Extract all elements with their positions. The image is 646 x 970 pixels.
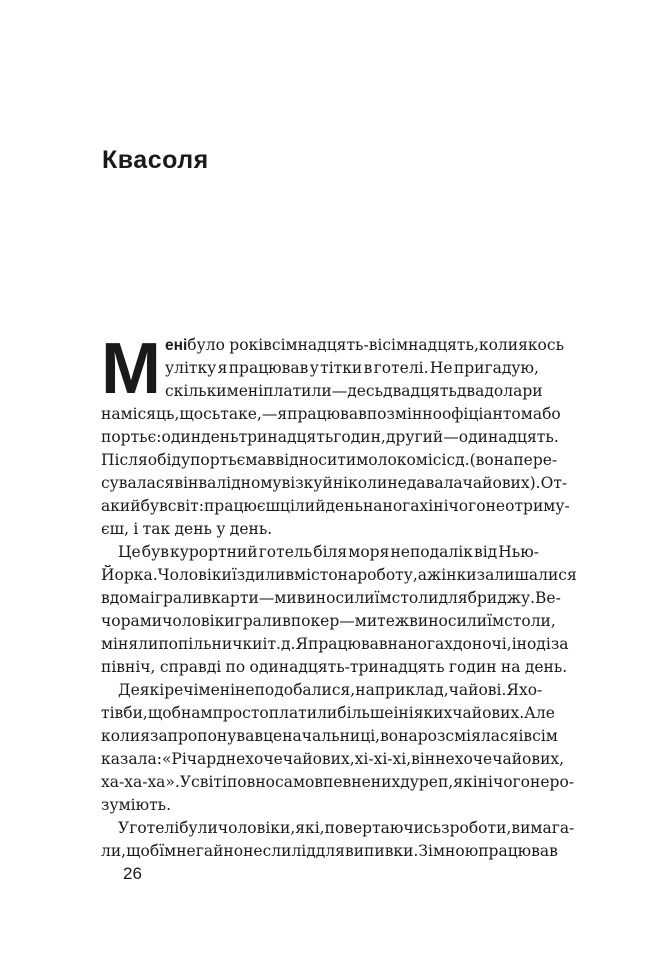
word: ха-ха-ха». [101,773,180,791]
word: світі [191,773,227,791]
word: день [201,428,239,446]
word: був [140,497,168,515]
word: двадцять [383,382,457,400]
word: готелі. [373,359,429,377]
word: день. [229,520,273,538]
word: нам [180,704,213,722]
text-line [101,334,565,357]
word: У [118,819,130,837]
word: коли [101,727,141,745]
word: чоловіки, [217,819,296,837]
word: світ: [167,497,204,515]
word: Нью- [498,543,539,561]
word: вимага- [511,819,575,837]
word: в [174,474,184,492]
word: й [322,474,333,492]
word: ро- [549,773,575,791]
word: щоб [126,842,160,860]
word: сувалася [101,474,175,492]
run-in-text: ені [165,337,188,354]
word: їм [487,612,505,630]
word: д. [280,635,296,653]
word: годин [448,658,497,676]
word: просто [212,704,269,722]
word: я [277,405,288,423]
word: годин, [333,428,386,446]
page-number: 26 [123,864,142,883]
word: працював [307,635,388,653]
word: від [473,543,498,561]
word: не [530,773,550,791]
word: нічого [433,497,486,515]
word: столи, [504,612,556,630]
word: мною [432,842,479,860]
word: щоб [147,704,181,722]
word: і [428,497,434,515]
word: мені [226,382,264,400]
word: так [142,520,171,538]
word: на [337,566,358,584]
text-line [101,403,561,426]
word: не [235,681,255,699]
word: для [438,589,468,607]
word: вдома [101,589,150,607]
word: Чоловіки [157,566,232,584]
word: другий [385,428,444,446]
text-line [101,426,559,449]
word: От- [540,474,568,492]
word: в [363,359,373,377]
word: був [141,543,169,561]
word: день. [524,658,568,676]
word: долари [484,382,543,400]
word: мав [245,451,276,469]
word: працював [228,359,309,377]
word: тів [101,704,124,722]
word: ли, [101,842,127,860]
word: покер [290,612,340,630]
word: тітки [320,359,363,377]
word: у [216,520,226,538]
word: Ве- [535,589,561,607]
word: виносили [296,589,375,607]
word: на [362,497,383,515]
word: чайові. [448,681,507,699]
word: — [261,405,278,423]
word: день [174,520,212,538]
word: попільнички [158,635,263,653]
word: для [315,842,345,860]
word: т. [267,635,281,653]
word: працюєш [203,497,280,515]
word: випивки. [344,842,419,860]
word: пере- [513,451,558,469]
word: років [229,336,272,354]
chapter-title: Квасоля [102,146,209,174]
word: на [101,405,121,423]
word: лід [291,842,316,860]
body-text [101,329,577,863]
word: не [435,750,455,768]
word: теж [377,612,410,630]
text-line [101,541,539,564]
word: несли [243,842,292,860]
word: грали [234,612,283,630]
word: справді [159,658,222,676]
word: платили [268,704,338,722]
word: моря [348,543,390,561]
word: пригадую, [453,359,539,377]
word: казала: [101,750,162,768]
word: — [443,428,459,446]
word: Йорка. [101,566,158,584]
word: грали [154,589,203,607]
word: це [263,727,283,745]
word: Деякі [118,681,165,699]
word: і [518,727,524,745]
word: десь [347,382,384,400]
word: і [262,635,268,653]
word: працював [478,842,558,860]
word: чайових, [282,750,355,768]
word: чорами [101,612,163,630]
text-line [101,472,568,495]
word: ночі, [471,635,512,653]
word: або [532,405,561,423]
text-line [101,564,577,587]
word: повертаючись [324,819,442,837]
word: не [485,497,506,515]
word: одинадцять. [458,428,559,446]
word: ми [274,589,297,607]
word: за [550,635,569,653]
word: в [285,566,295,584]
word: улітку [165,359,217,377]
word: працював [287,405,367,423]
word: два [456,382,485,400]
word: одинадцять-тринадцять [249,658,445,676]
word: готелі [129,819,180,837]
word: їм [374,589,392,607]
word: з [441,819,450,837]
word: місіс [415,451,456,469]
word: тринадцять [238,428,334,446]
word: запропонував [149,727,264,745]
word: нічого [477,773,530,791]
drop-cap: М [101,329,161,409]
word: я [140,727,150,745]
word: єш, [101,520,130,538]
word: ніяких [398,704,453,722]
word: в [202,589,212,607]
text-line [101,725,558,748]
word: ногах [407,635,453,653]
word: їздили [231,566,286,584]
word: Після [101,451,148,469]
word: чайових, [492,750,565,768]
word: інвалідному [183,474,282,492]
word: Зі [418,842,433,860]
word: негайно [176,842,244,860]
word: до [453,635,472,653]
word: іноді [511,635,551,653]
word: чоловіки [162,612,235,630]
word: Але [524,704,555,722]
word: курортний [170,543,258,561]
text-line [101,587,561,610]
word: день [325,497,363,515]
word: виносили [409,612,488,630]
word: речі [164,681,199,699]
word: портьє: [101,428,162,446]
word: начальниці, [282,727,381,745]
word: скільки [165,382,227,400]
word: були [179,819,218,837]
word: було [187,336,225,354]
word: я [217,359,228,377]
word: північ, [101,658,156,676]
word: чайових. [452,704,525,722]
word: карти [211,589,259,607]
word: візку [281,474,323,492]
word: Це [118,543,141,561]
word: якось [518,336,565,354]
word: роботи, [449,819,512,837]
text-line [101,656,568,679]
word: не [387,474,407,492]
text-line [101,357,539,380]
text-line [101,610,556,633]
word: ногах [382,497,429,515]
word: цілий [280,497,326,515]
word: розсміялася [417,727,519,745]
word: давала [406,474,463,492]
word: не [225,750,246,768]
word: би, [123,704,148,722]
word: неподалік [390,543,473,561]
word: мені [198,681,236,699]
text-line [101,748,565,771]
word: і [133,520,139,538]
word: столи [391,589,439,607]
word: хі-хі-хі, [354,750,412,768]
text-line [101,794,539,817]
word: а [417,566,428,584]
word: д. [455,451,470,469]
word: зуміють. [101,796,172,814]
word: Я [506,681,519,699]
word: наприклад, [355,681,449,699]
word: більше [337,704,394,722]
word: подобалися, [254,681,356,699]
word: — [331,382,348,400]
word: Не [429,359,453,377]
word: готель [258,543,313,561]
word: по [225,658,246,676]
word: — [339,612,355,630]
word: в [282,612,291,630]
word: офіціантом [441,405,533,423]
word: місто [294,566,338,584]
word: хоче [454,750,493,768]
word: У [179,773,192,791]
word: позмінно [366,405,442,423]
word: міняли [101,635,159,653]
word: вона [380,727,418,745]
word: які, [295,819,325,837]
word: ніколи [332,474,388,492]
text-line [101,840,558,863]
text-line [101,380,543,403]
word: хо- [518,681,543,699]
word: у [309,359,319,377]
word: їм [159,842,177,860]
text-line [101,449,558,472]
word: (вона [469,451,514,469]
word: залишалися [476,566,577,584]
word: відносити [275,451,357,469]
text-line [101,495,570,518]
word: один [161,428,202,446]
word: всім [523,727,558,745]
word: ми [354,612,378,630]
word: платили [263,382,332,400]
text-line [101,702,555,725]
word: жінки [427,566,477,584]
text-line [101,679,543,702]
word: повно [226,773,276,791]
word: і [149,589,155,607]
text-line [101,771,575,794]
word: коли [478,336,519,354]
word: сімнадцять-вісімнадцять, [271,336,479,354]
word: отриму- [505,497,570,515]
word: — [258,589,275,607]
word: бриджу. [467,589,536,607]
word: біля [313,543,348,561]
word: самовпевнених [275,773,401,791]
word: роботу, [357,566,418,584]
word: на [387,635,408,653]
word: він [411,750,436,768]
word: обіду [147,451,191,469]
word: дуреп, [400,773,454,791]
word: акий [101,497,141,515]
word: які [453,773,478,791]
word: щось [179,405,221,423]
word: місяць, [120,405,180,423]
text-line [101,633,569,656]
word: хоче [245,750,283,768]
word: «Річард [161,750,226,768]
word: на [500,658,521,676]
word: чайових). [462,474,541,492]
word: і [393,704,399,722]
word: молоко [356,451,416,469]
text-line [101,817,575,840]
word: таке, [220,405,262,423]
word: Я [295,635,308,653]
text-line [101,518,539,541]
word: портьє [190,451,246,469]
